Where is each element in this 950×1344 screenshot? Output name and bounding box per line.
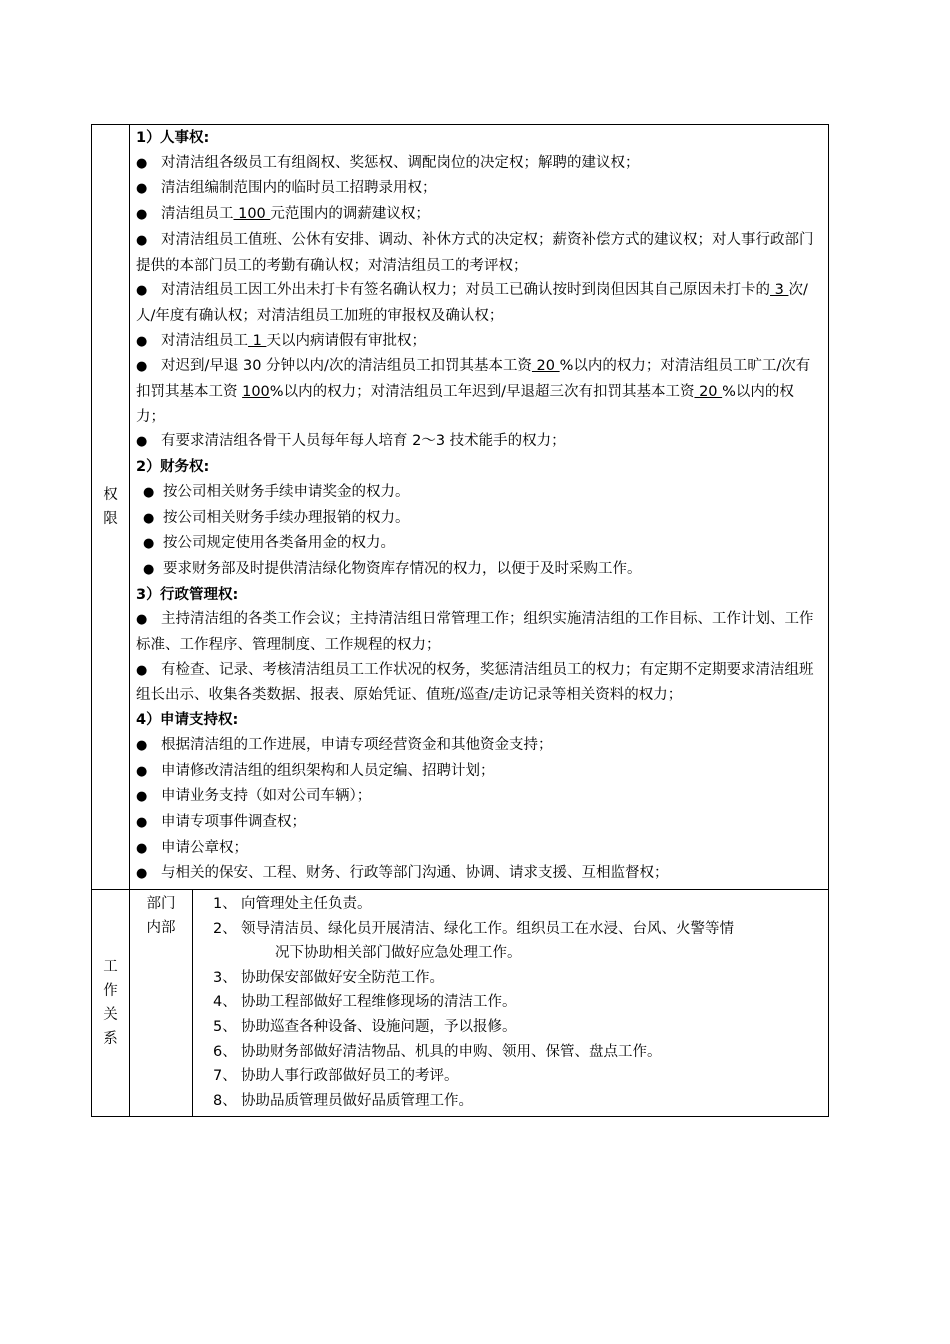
bullet-icon: ● — [136, 283, 148, 299]
bullet-item — [136, 429, 822, 455]
item-text: 根据清洁组的工作进展，申请专项经营资金和其他资金支持； — [161, 736, 553, 753]
bullet-item — [136, 759, 822, 785]
bullet-icon: ● — [136, 232, 148, 248]
item-text: 对清洁组各级员工有组阁权、奖惩权、调配岗位的决定权；解聘的建议权； — [161, 154, 640, 171]
work-relation-label-char: 系 — [103, 1031, 118, 1048]
item-text: 有检查、记录、考核清洁组员工工作状况的权务，奖惩清洁组员工的权力；有定期不定期要求清洁组班组长出示、收集各类数据、报表、原始凭证、值班/巡查/走访记录等相关资料的权力； — [136, 661, 814, 704]
internal-dept-label-line: 部门 — [146, 896, 176, 913]
item-text: 申请业务支持（如对公司车辆）； — [161, 788, 372, 805]
bullet-icon: ● — [136, 181, 148, 197]
work-relation-label-char: 作 — [103, 983, 118, 1000]
item-text: 对迟到/早退 30 分钟以内/次的清洁组员工扣罚其基本工资 — [161, 358, 532, 375]
bullet-icon: ● — [136, 662, 148, 678]
work-relation-list — [193, 890, 828, 1116]
bullet-icon: ● — [143, 561, 155, 577]
bullet-item — [136, 151, 822, 177]
item-text: 按公司相关财务手续办理报销的权力。 — [163, 509, 410, 526]
relation-number: 4、 — [213, 994, 237, 1011]
item-text: 对清洁组员工值班、公休有安排、调动、补休方式的决定权；薪资补偿方式的建议权；对人事行政部门提供的本部门员工的考勤有确认权；对清洁组员工的考评权； — [136, 231, 814, 274]
internal-dept-label-line: 内部 — [146, 920, 176, 937]
item-text: 按公司相关财务手续申请奖金的权力。 — [163, 483, 410, 500]
bullet-icon: ● — [136, 333, 148, 349]
underlined-value: 20 — [531, 358, 560, 375]
item-text: 天以内病请假有审批权； — [266, 332, 426, 349]
bullet-icon: ● — [143, 510, 155, 526]
bullet-icon: ● — [136, 840, 148, 856]
section-heading — [136, 455, 822, 480]
relation-text: 协助品质管理员做好品质管理工作。 — [241, 1092, 473, 1109]
relation-number: 6、 — [213, 1043, 237, 1060]
relation-item — [213, 1015, 820, 1040]
bullet-item — [136, 202, 822, 228]
bullet-item — [136, 278, 822, 328]
bullet-item — [136, 480, 822, 506]
section-heading — [136, 583, 822, 608]
underlined-value: 3 — [770, 282, 789, 299]
item-text: %以内的权力；对清洁组员工旷工/次有扣罚其基本工资 — [136, 358, 811, 401]
bullet-item — [136, 506, 822, 532]
relation-number: 1、 — [213, 896, 237, 913]
bullet-item — [136, 810, 822, 836]
section-heading — [136, 126, 822, 151]
relation-item — [213, 1040, 820, 1065]
bullet-icon: ● — [136, 155, 148, 171]
internal-dept-label — [130, 890, 192, 940]
section-title: 行政管理权: — [160, 586, 239, 603]
work-relation-label-cell — [92, 890, 130, 1117]
item-text: 申请公章权； — [161, 839, 248, 856]
item-text: 要求财务部及时提供清洁绿化物资库存情况的权力，以便于及时采购工作。 — [163, 560, 642, 577]
bullet-icon: ● — [136, 789, 148, 805]
bullet-item — [136, 176, 822, 202]
bullet-icon: ● — [136, 207, 148, 223]
authority-label-char: 限 — [103, 511, 118, 528]
relation-text: 协助巡查各种设备、设施问题，予以报修。 — [241, 1019, 517, 1036]
section-number: 2） — [136, 459, 161, 476]
item-text: %以内的权力； — [136, 384, 794, 425]
relation-item — [213, 917, 820, 966]
bullet-item — [136, 354, 822, 429]
item-text: 按公司规定使用各类备用金的权力。 — [163, 535, 395, 552]
bullet-item — [136, 531, 822, 557]
bullet-item — [136, 836, 822, 862]
relation-text: 协助人事行政部做好员工的考评。 — [241, 1068, 459, 1085]
work-relation-row — [92, 890, 829, 1117]
relation-text: 协助工程部做好工程维修现场的清洁工作。 — [241, 994, 517, 1011]
section-title: 人事权: — [160, 130, 210, 146]
relation-text-continued: 况下协助相关部门做好应急处理工作。 — [275, 945, 522, 962]
underlined-value: 100 — [233, 206, 271, 223]
relation-number: 5、 — [213, 1019, 237, 1036]
authority-content — [130, 125, 828, 889]
underlined-value: 1 — [248, 332, 267, 349]
bullet-item — [136, 658, 822, 708]
underlined-value: 20 — [694, 384, 723, 401]
item-text: 申请专项事件调查权； — [161, 813, 306, 830]
underlined-value: 100 — [242, 384, 270, 401]
item-text: 主持清洁组的各类工作会议；主持清洁组日常管理工作；组织实施清洁组的工作目标、工作计划、工作标准、工作程序、管理制度、工作规程的权力； — [136, 611, 814, 654]
internal-dept-label-cell — [130, 890, 193, 1117]
duty-table — [91, 124, 829, 1117]
relation-item — [213, 966, 820, 991]
section-number: 4） — [136, 712, 161, 729]
bullet-icon: ● — [136, 434, 148, 450]
item-text: 申请修改清洁组的组织架构和人员定编、招聘计划； — [161, 762, 495, 779]
relation-item — [213, 1089, 820, 1114]
item-text: 次/人/年度有确认权；对清洁组员工加班的审报权及确认权； — [136, 282, 808, 324]
section-number: 3） — [136, 586, 161, 603]
relation-text: 向管理处主任负责。 — [241, 896, 372, 913]
section-heading — [136, 708, 822, 733]
relation-number: 3、 — [213, 969, 237, 986]
work-relation-label-char: 工 — [103, 959, 118, 976]
authority-label — [103, 483, 118, 531]
item-text: 对清洁组员工因工外出未打卡有签名确认权力；对员工已确认按时到岗但因其自己原因未打卡的 — [161, 282, 770, 299]
section-title: 申请支持权: — [160, 712, 239, 729]
bullet-icon: ● — [136, 737, 148, 753]
bullet-icon: ● — [143, 484, 155, 500]
bullet-icon: ● — [143, 536, 155, 552]
relation-text: 领导清洁员、绿化员开展清洁、绿化工作。组织员工在水浸、台风、火警等情 — [241, 920, 734, 937]
authority-content-cell — [130, 125, 829, 890]
authority-label-char: 权 — [103, 487, 118, 504]
relation-item — [213, 892, 820, 917]
bullet-item — [136, 784, 822, 810]
bullet-icon: ● — [136, 359, 148, 375]
work-relation-content-cell — [193, 890, 829, 1117]
bullet-item — [136, 607, 822, 657]
item-text: 对清洁组员工 — [161, 332, 248, 349]
bullet-item — [136, 329, 822, 355]
relation-item — [213, 990, 820, 1015]
item-text: 清洁组编制范围内的临时员工招聘录用权； — [161, 180, 437, 197]
item-text: 清洁组员工 — [161, 206, 234, 223]
bullet-icon: ● — [136, 866, 148, 882]
item-text: 与相关的保安、工程、财务、行政等部门沟通、协调、请求支援、互相监督权； — [161, 865, 669, 882]
section-title: 财务权: — [160, 459, 210, 476]
bullet-icon: ● — [136, 814, 148, 830]
bullet-item — [136, 557, 822, 583]
bullet-item — [136, 861, 822, 887]
bullet-item — [136, 733, 822, 759]
bullet-icon: ● — [136, 612, 148, 628]
relation-number: 8、 — [213, 1092, 237, 1109]
item-text: 有要求清洁组各骨干人员每年每人培育 2～3 技术能手的权力； — [161, 433, 566, 450]
work-relation-label-char: 关 — [103, 1007, 118, 1024]
authority-row — [92, 125, 829, 890]
relation-number: 2、 — [213, 920, 237, 937]
section-number: 1） — [136, 130, 161, 146]
work-relation-label — [103, 955, 118, 1051]
bullet-icon: ● — [136, 763, 148, 779]
relation-number: 7、 — [213, 1068, 237, 1085]
bullet-item — [136, 228, 822, 278]
item-text: %以内的权力；对清洁组员工年迟到/早退超三次有扣罚其基本工资 — [269, 384, 695, 401]
relation-text: 协助财务部做好清洁物品、机具的申购、领用、保管、盘点工作。 — [241, 1043, 662, 1060]
relation-text: 协助保安部做好安全防范工作。 — [241, 969, 444, 986]
item-text: 元范围内的调薪建议权； — [270, 206, 430, 223]
relation-item — [213, 1064, 820, 1089]
authority-label-cell — [92, 125, 130, 890]
